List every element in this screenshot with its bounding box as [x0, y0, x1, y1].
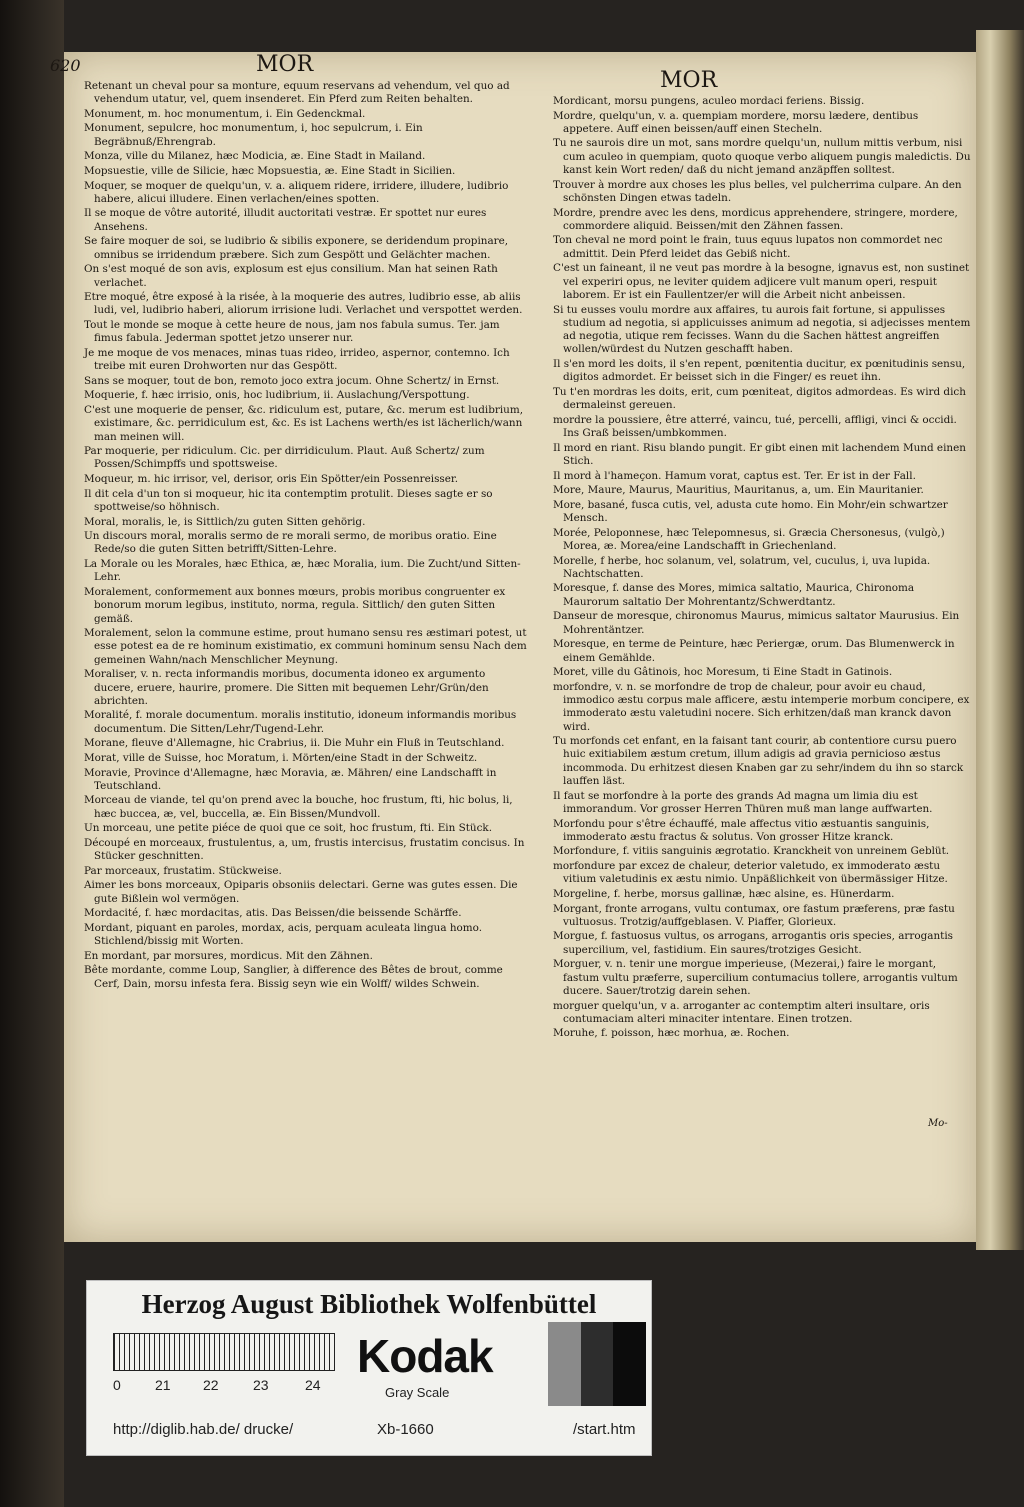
dictionary-entry: Mordre, quelqu'un, v. a. quempiam mordere, morsu lædere, dentibus appetere. Auff einen beissen/auff einen Stecheln.: [553, 109, 919, 135]
dictionary-entry: Monza, ville du Milanez, hæc Modicia, æ. Eine Stadt in Mailand.: [84, 150, 426, 163]
dictionary-entry: Morgue, f. fastuosus vultus, os arrogans, arrogantis oris species, arrogantis supercilium, vel, fastidium. Ein saures/trotziges Gesicht.: [553, 930, 953, 956]
dictionary-entry: Monument, m. hoc monumentum, i. Ein Gedenckmal.: [84, 107, 366, 120]
dictionary-entry: Il faut se morfondre à la porte des grands Ad magna um limia diu est immorandum. Vor grosser Herren Thüren muß man lange auffwarten.: [553, 789, 933, 815]
dictionary-entry: Par moquerie, per ridiculum. Cic. per dirridiculum. Plaut. Auß Schertz/ zum Possen/Schimpffs und spottsweise.: [84, 445, 485, 471]
dictionary-entry: Il mord à l'hameçon. Hamum vorat, captus est. Ter. Er ist in der Fall.: [553, 469, 916, 482]
dictionary-entry: Il dit cela d'un ton si moqueur, hic ita contemptim protulit. Dieses sagte er so spottweise/so höhnisch.: [84, 487, 493, 513]
scale-number: 21: [155, 1377, 171, 1393]
shelfmark: Xb-1660: [377, 1421, 434, 1438]
scan-background: [0, 0, 64, 1507]
dictionary-entry: Morfondure, f. vitiis sanguinis ægrotatio. Kranckheit von unreinem Geblüt.: [553, 845, 950, 858]
dictionary-entry: Tout le monde se moque à cette heure de nous, jam nos fabula sumus. Ter. jam fimus fabula. Jederman spottet jetzo unserer nur.: [84, 319, 500, 345]
dictionary-entry: Moral, moralis, le, is Sittlich/zu guten Sitten gehörig.: [84, 515, 366, 528]
gray-swatch: [581, 1322, 614, 1406]
gray-scale-caption: Gray Scale: [385, 1385, 450, 1400]
dictionary-entry: Etre moqué, être exposé à la risée, à la moquerie des autres, ludibrio esse, ab aliis ludi, vel, ludibrio haberi, aliorum irrisione ludi. Verlachet und verspottet werden.: [84, 291, 523, 317]
dictionary-entry: Morceau de viande, tel qu'on prend avec la bouche, hoc frustum, fti, hic bolus, li, hæc buccea, æ, vel, buccella, æ. Ein Bissen/Mundvoll.: [84, 794, 513, 820]
dictionary-entry: La Morale ou les Morales, hæc Ethica, æ, hæc Moralia, ium. Die Zucht/und Sitten-Lehr.: [84, 558, 521, 584]
dictionary-entry: Moresque, f. danse des Mores, mimica saltatio, Maurica, Chironoma Maurorum saltatio Der Mohrentantz/Schwerdtantz.: [553, 582, 915, 608]
dictionary-entry: C'est un faineant, il ne veut pas mordre à la besogne, ignavus est, non sustinet vel experiri opus, ne leviter quidem adjicere vult manum operi, respuit laborem. Er ist ein Faullentzer/er will die Arbeit nicht anbeissen.: [553, 262, 970, 301]
dictionary-entry: Ton cheval ne mord point le frain, tuus equus lupatos non commordet nec admittit. Dein Pferd leidet das Gebiß nicht.: [553, 234, 943, 260]
kodak-logo: Kodak: [357, 1330, 493, 1382]
gray-swatches: [548, 1322, 646, 1406]
dictionary-entry: Il mord en riant. Risu blando pungit. Er gibt einen mit lachendem Mund einen Stich.: [553, 441, 966, 467]
dictionary-entry: Un discours moral, moralis sermo de re morali sermo, de moribus oratio. Eine Rede/so die guten Sitten betrifft/Sitten-Lehre.: [84, 530, 497, 556]
dictionary-entry: Monument, sepulcre, hoc monumentum, i, hoc sepulcrum, i. Ein Begräbnuß/Ehrengrab.: [84, 122, 423, 148]
page-number: 620: [50, 56, 81, 75]
dictionary-entry: Aimer les bons morceaux, Opiparis obsoniis delectari. Gerne was gutes essen. Die gute Bißlein wol vermögen.: [84, 879, 518, 905]
dictionary-entry: Bête mordante, comme Loup, Sanglier, à difference des Bêtes de brout, comme Cerf, Dain, morsu infesta fera. Bissig seyn wie ein Wolff/ wildes Schwein.: [84, 964, 503, 990]
scale-number: 0: [113, 1377, 121, 1393]
dictionary-entry: Je me moque de vos menaces, minas tuas rideo, irrideo, aspernor, contemno. Ich treibe mit euren Drohworten nur das Gespött.: [84, 346, 510, 373]
dictionary-entry: Moravie, Province d'Allemagne, hæc Moravia, æ. Mähren/ eine Landschafft in Teutschland.: [84, 766, 497, 792]
dictionary-entry: Morfondu pour s'être échauffé, male affectus vitio æstuantis sanguinis, immoderato æstu fractus & solutus. Von grosser Hitze kranck.: [553, 817, 930, 843]
dictionary-entry: C'est une moquerie de penser, &c. ridiculum est, putare, &c. merum est ludibrium, existimare, &c. perridiculum est, &c. Es ist Lachens werth/es ist lächerlich/wann man meinen will.: [84, 403, 524, 443]
scale-number: 22: [203, 1377, 219, 1393]
dictionary-entry: Moquer, se moquer de quelqu'un, v. a. aliquem ridere, irridere, illudere, ludibrio habere, alicui illudere. Einen verlachen/eines spotten.: [84, 179, 509, 205]
dictionary-entry: Tu morfonds cet enfant, en la faisant tant courir, ab contentiore cursu puero huic exitiabilem æstum cretum, illum adigis ad gravia pernicioso æstus incommoda. Du erhitzest diesen Knaben gar zu sehr/indem du ihn so starck lauffen läst.: [553, 735, 964, 788]
dictionary-entry: Il s'en mord les doits, il s'en repent, pœnitentia ducitur, ex pœnitudinis sensu, digitos admordet. Er beisset sich in die Finger/ es reuet ihn.: [553, 358, 966, 384]
dictionary-entry: Il se moque de vôtre autorité, illudit auctoritati vestræ. Er spottet nur eures Ansehens.: [84, 207, 487, 233]
dictionary-entry: Morelle, f herbe, hoc solanum, vel, solatrum, vel, cuculus, i, uva lupida. Nachtschatten.: [553, 554, 931, 580]
source-url: http://diglib.hab.de/ drucke/: [113, 1421, 294, 1438]
dictionary-entry: Moquerie, f. hæc irrisio, onis, hoc ludibrium, ii. Auslachung/Verspottung.: [84, 389, 470, 402]
dictionary-entry: Moresque, en terme de Peinture, hæc Periergæ, orum. Das Blumenwerck in einem Gemählde.: [553, 638, 955, 664]
dictionary-entry: Moret, ville du Gâtinois, hoc Moresum, ti Eine Stadt in Gatinois.: [553, 666, 893, 679]
dictionary-entry: Mordant, piquant en paroles, mordax, acis, perquam aculeata lingua homo. Stichlend/bissig mit Worten.: [84, 921, 483, 948]
scale-number: 24: [305, 1377, 321, 1393]
dictionary-entry: Tu t'en mordras les doits, erit, cum pœniteat, digitos admordeas. Es wird dich dermaleinst gereuen.: [553, 385, 966, 412]
dictionary-entry: Mordre, prendre avec les dens, mordicus apprehendere, stringere, mordere, commordere aliquid. Beissen/mit den Zähnen fassen.: [553, 206, 958, 232]
dictionary-entry: Retenant un cheval pour sa monture, equum reservans ad vehendum, vel quo ad vehendum utatur, vel, quem insenderet. Ein Pferd zum Reiten behalten.: [84, 80, 510, 106]
dictionary-entry: Trouver à mordre aux choses les plus belles, vel pulcherrima culpare. An den schönsten Dingen etwas tadeln.: [553, 178, 962, 204]
library-title: Herzog August Bibliothek Wolfenbüttel: [141, 1289, 597, 1319]
dictionary-entry: Moruhe, f. poisson, hæc morhua, æ. Rochen.: [553, 1027, 790, 1040]
running-head-left: MOR: [256, 52, 314, 77]
dictionary-entry: morfondre, v. n. se morfondre de trop de chaleur, pour avoir eu chaud, immodico æstu corpus male afficere, æstu intemperie morbum concipere, ex immoderato æstu valetudini nocere. Sich erhitzen/daß man kranck davon wird.: [553, 680, 970, 733]
dictionary-entry: Sans se moquer, tout de bon, remoto joco extra jocum. Ohne Schertz/ in Ernst.: [84, 374, 500, 387]
dictionary-entry: Morane, fleuve d'Allemagne, hic Crabrius, ii. Die Muhr ein Fluß in Teutschland.: [84, 737, 505, 750]
dictionary-entry: Morgeline, f. herbe, morsus gallinæ, hæc alsine, es. Hünerdarm.: [553, 887, 895, 900]
dictionary-entry: morfondure par excez de chaleur, deterior valetudo, ex immoderato æstu vitium valetudinis ex æstu nimio. Unpäßlichkeit von übermässiger Hitze.: [553, 860, 948, 886]
gray-swatch: [548, 1322, 581, 1406]
scale-ruler: [113, 1333, 335, 1371]
dictionary-entry: Si tu eusses voulu mordre aux affaires, tu aurois fait fortune, si appulisses studium ad negotia, si applicuisses animum ad negotia, si adjecisses mentem ad negotia, utique rem fecisses. Wann du die Sachen hättest angreiffen wollen/würdest du Nutzen geschafft haben.: [553, 303, 971, 356]
dictionary-entry: morguer quelqu'un, v a. arroganter ac contemptim alteri insultare, oris contumaciam alteri minaciter intentare. Einen trotzen.: [553, 999, 930, 1025]
dictionary-entry: Moralement, selon la commune estime, prout humano sensu res æstimari potest, ut esse potest ea de re hominum existimatio, ex communi hominum sensu Nach dem gemeinen Wahn/nach Menschlicher Meynung.: [84, 627, 527, 666]
dictionary-entry: Moraliser, v. n. recta informandis moribus, documenta idoneo ex argumento ducere, eruere, haurire, promere. Die Sitten mit bequemen Lehr/Grün/den abrichten.: [84, 668, 489, 707]
left-column: [84, 80, 528, 992]
facing-page-edge: [976, 30, 1024, 1250]
dictionary-entry: Danseur de moresque, chironomus Maurus, mimicus saltator Maurusius. Ein Mohrentäntzer.: [553, 610, 960, 636]
dictionary-entry: Morguer, v. n. tenir une morgue imperieuse, (Mezerai,) faire le morgant, fastum vultu præferre, supercilium contumacius tollere, arrogantis vultum ducere. Sauer/trotzig darein sehen.: [553, 958, 958, 997]
dictionary-entry: Mordicant, morsu pungens, aculeo mordaci feriens. Bissig.: [553, 95, 865, 107]
running-head-right: MOR: [660, 68, 718, 93]
dictionary-entry: Morat, ville de Suisse, hoc Moratum, i. Mörten/eine Stadt in der Schweitz.: [84, 751, 478, 764]
dictionary-entry: Moralement, conformement aux bonnes mœurs, probis moribus congruenter ex bonorum morum legibus, instituto, norma, regula. Sittlich/ den guten Sitten gemäß.: [84, 585, 506, 625]
dictionary-entry: On s'est moqué de son avis, explosum est ejus consilium. Man hat seinen Rath verlachet.: [84, 263, 498, 289]
gray-swatch: [613, 1322, 646, 1406]
catchword: Mo-: [928, 1118, 948, 1129]
dictionary-entry: More, basané, fusca cutis, vel, adusta cute homo. Ein Mohr/ein schwartzer Mensch.: [553, 498, 948, 525]
dictionary-entry: More, Maure, Maurus, Mauritius, Mauritanus, a, um. Ein Mauritanier.: [553, 484, 924, 497]
dictionary-entry: Tu ne saurois dire un mot, sans mordre quelqu'un, nullum mittis verbum, nisi cum aculeo in quempiam, quoto quoque verbo aliquem pungis maledictis. Du kanst kein Wort reden/ daß du nicht jemand anzäpffen solltest.: [553, 137, 971, 177]
right-column: [553, 95, 971, 1042]
dictionary-entry: Se faire moquer de soi, se ludibrio & sibilis exponere, se deridendum propinare, omnibus se irridendum præbere. Sich zum Gespött und Gelächter machen.: [84, 235, 509, 261]
start-link: /start.htm: [573, 1421, 636, 1438]
scale-number: 23: [253, 1377, 269, 1393]
dictionary-entry: Par morceaux, frustatim. Stückweise.: [84, 864, 282, 877]
dictionary-entry: Morée, Peloponnese, hæc Telepomnesus, si. Græcia Chersonesus, (vulgò,) Morea, æ. Morea/eine Landschafft in Griechenland.: [553, 526, 945, 552]
dictionary-entry: Découpé en morceaux, frustulentus, a, um, frustis intercisus, frustatim concisus. In Stücker geschnitten.: [84, 836, 525, 863]
dictionary-entry: mordre la poussiere, être atterré, vaincu, tué, percelli, affligi, vinci & occidi. Ins Graß beissen/umbkommen.: [553, 413, 957, 440]
dictionary-entry: Un morceau, une petite piéce de quoi que ce soit, hoc frustum, fti. Ein Stück.: [84, 822, 493, 835]
dictionary-entry: Mordacité, f. hæc mordacitas, atis. Das Beissen/die beissende Schärffe.: [84, 907, 462, 920]
dictionary-entry: En mordant, par morsures, mordicus. Mit den Zähnen.: [84, 949, 373, 962]
dictionary-entry: Moqueur, m. hic irrisor, vel, derisor, oris Ein Spötter/ein Possenreisser.: [84, 473, 459, 486]
dictionary-entry: Morgant, fronte arrogans, vultu contumax, ore fastum præferens, præ fastu vultuosus. Trotzig/auffgeblasen. V. Piaffer, Glorieux.: [553, 902, 955, 928]
dictionary-entry: Moralité, f. morale documentum. moralis institutio, idoneum informandis moribus documentum. Die Sitten/Lehr/Tugend-Lehr.: [84, 709, 517, 735]
dictionary-entry: Mopsuestie, ville de Silicie, hæc Mopsuestia, æ. Eine Stadt in Sicilien.: [84, 164, 456, 177]
